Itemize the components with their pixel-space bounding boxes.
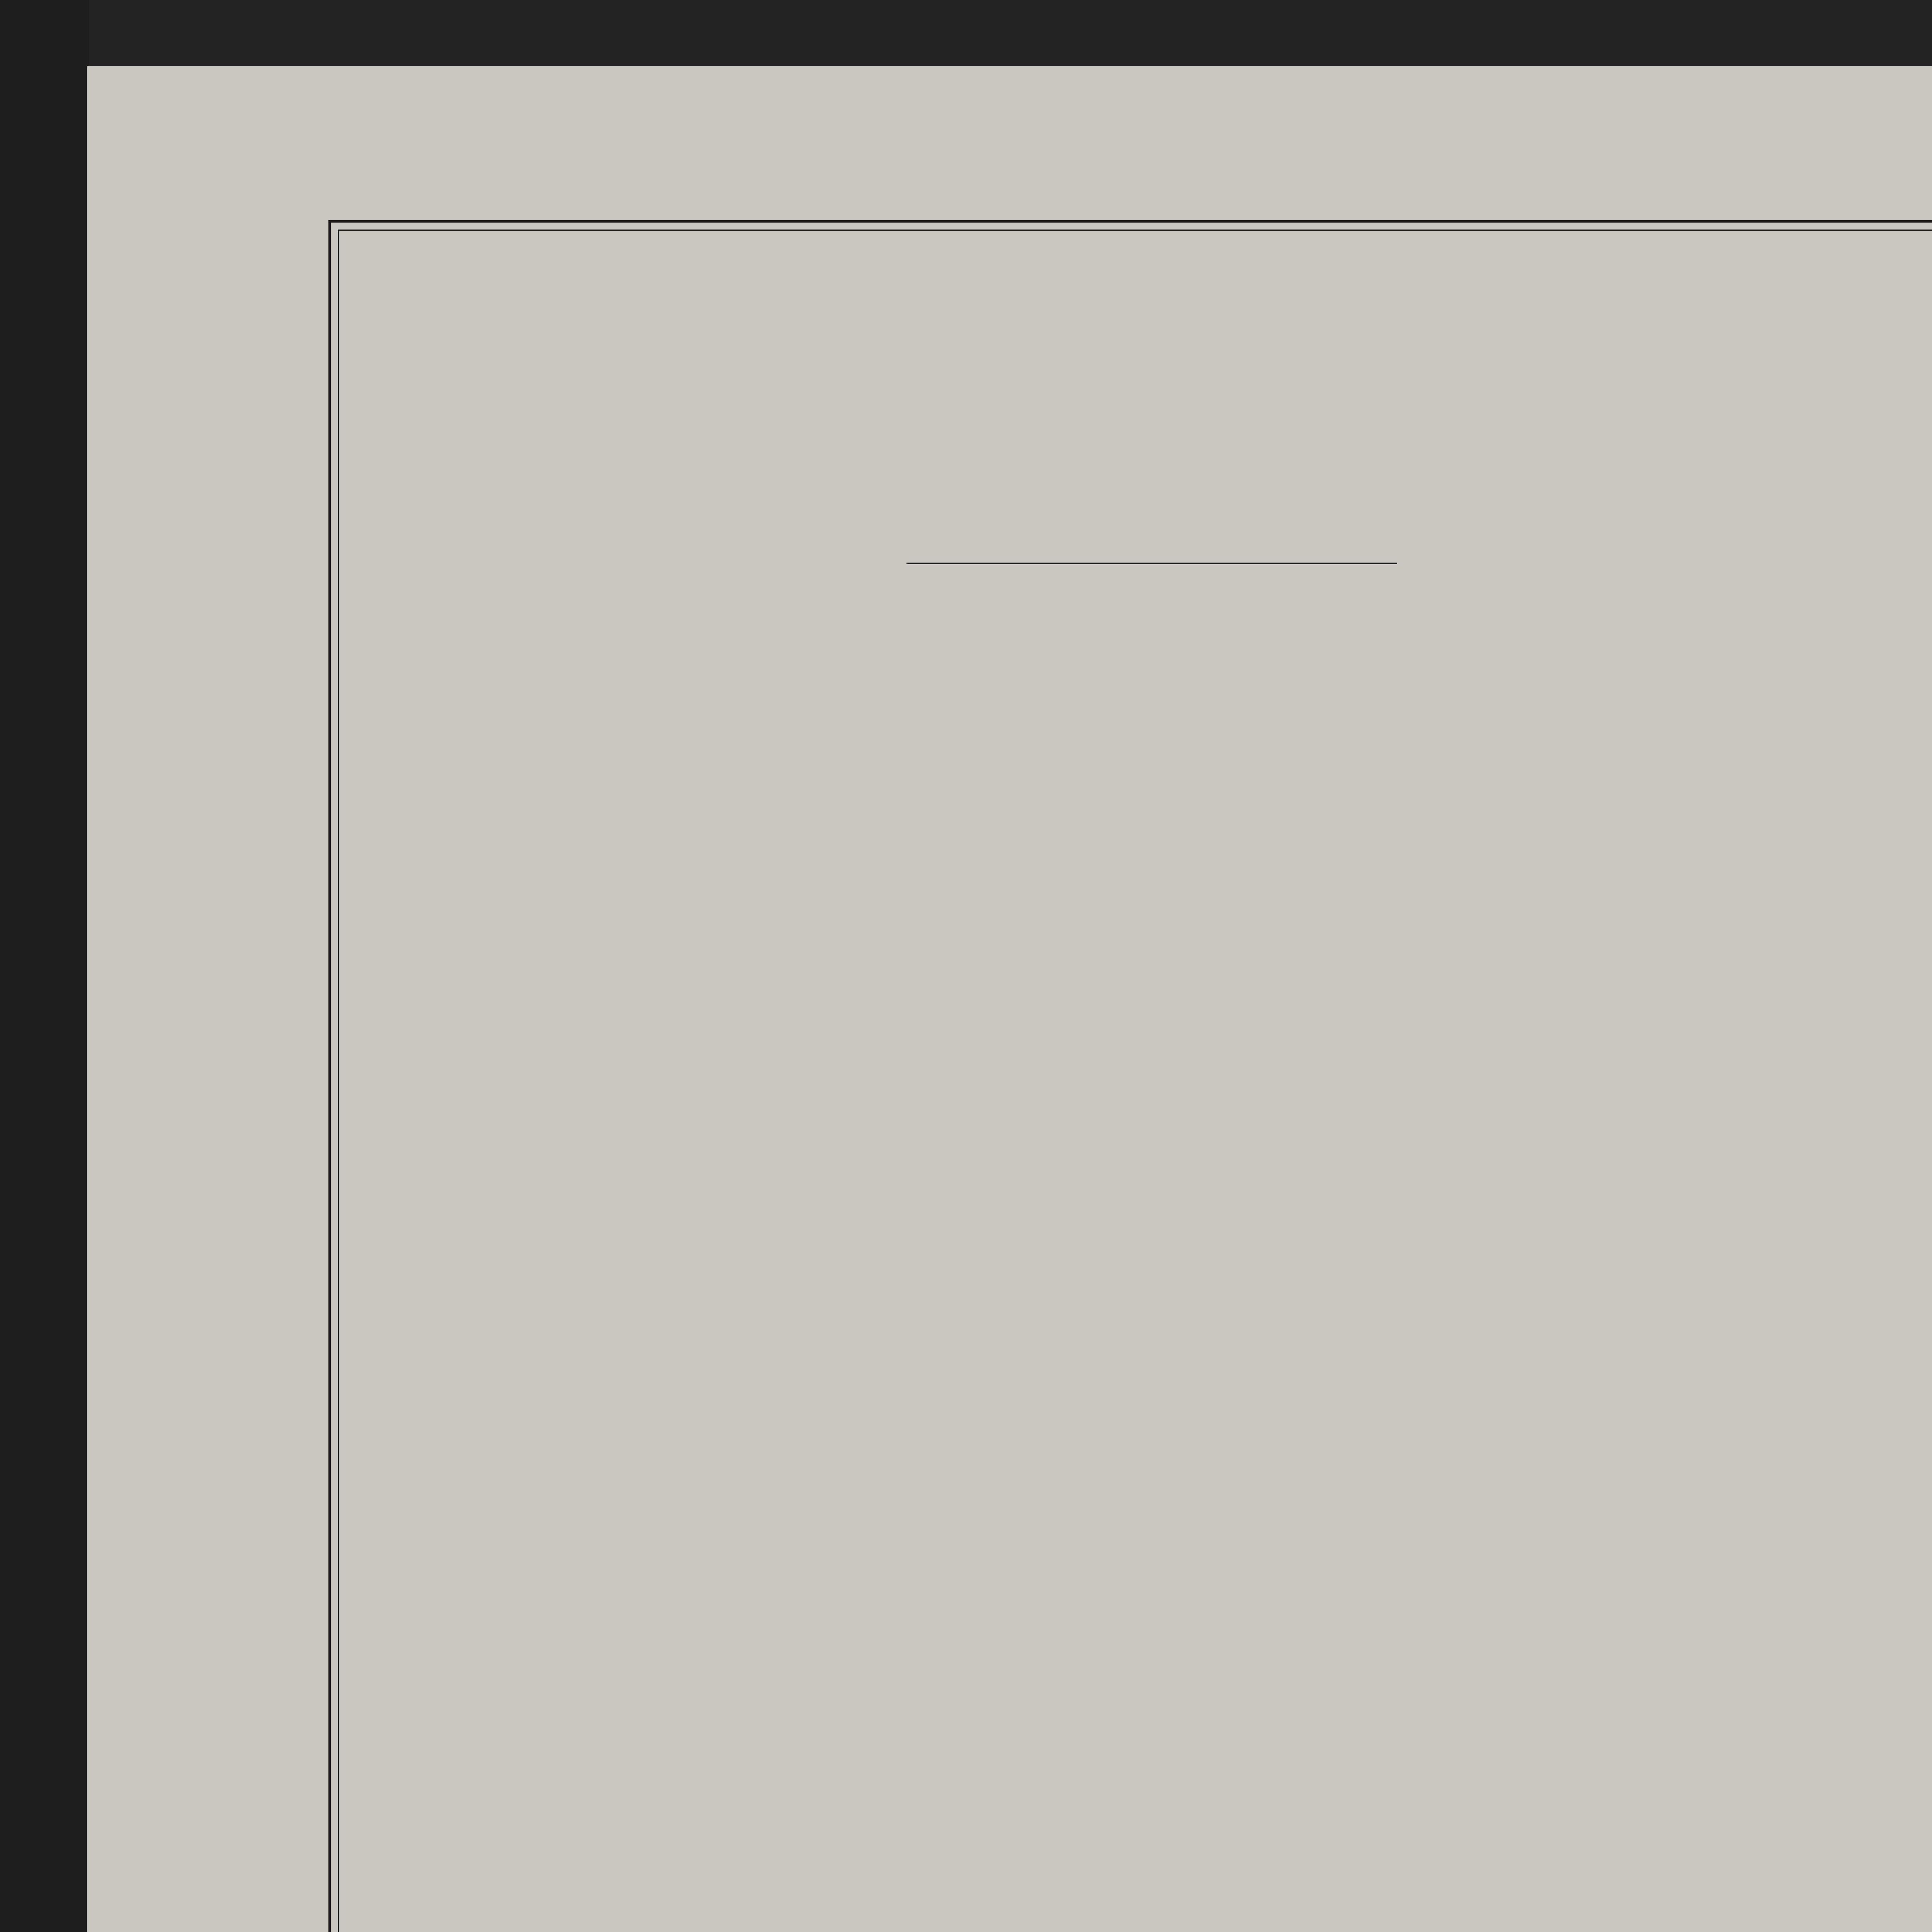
- frame-inner-border: [338, 230, 1932, 1932]
- title-rule: [906, 563, 1397, 564]
- page-header: [261, 182, 1932, 205]
- members-column-left: [331, 603, 1104, 620]
- column-header-telephone: [1158, 603, 1930, 620]
- syndicat-frame: [328, 220, 1932, 1932]
- scan-background-left: [0, 0, 89, 1932]
- column-header-telephone: [331, 603, 1104, 620]
- members-column-right: [1158, 603, 1930, 620]
